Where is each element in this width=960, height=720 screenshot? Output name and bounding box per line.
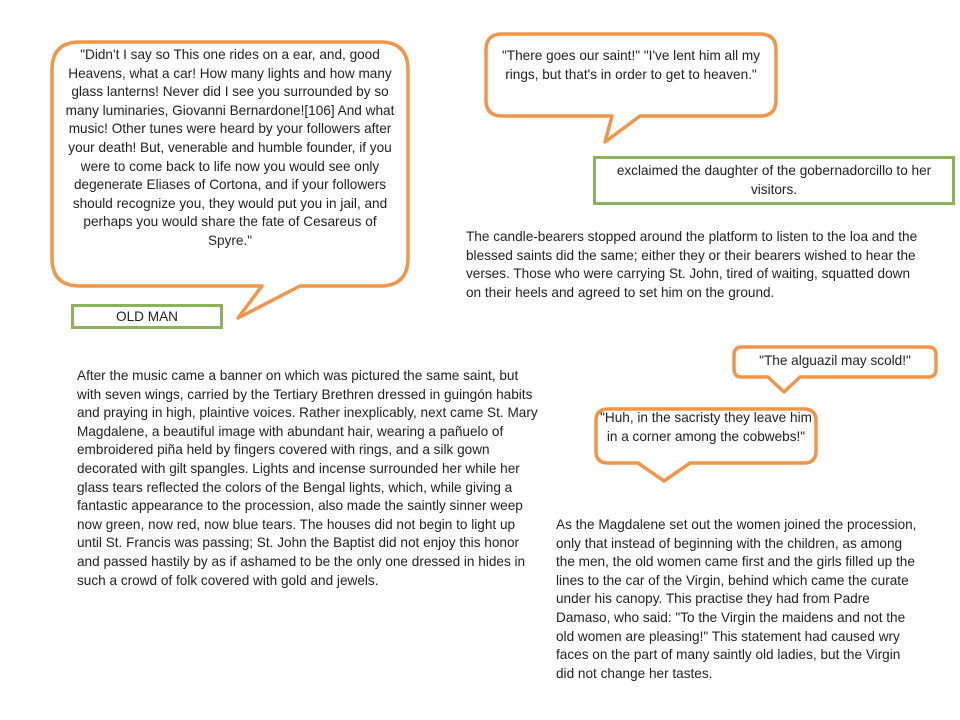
saint-quote-text: "There goes our saint!" "I've lent him all my rings, but that's in order to get to heaven." — [501, 48, 761, 82]
magdalene-paragraph: As the Magdalene set out the women joined the procession, only that instead of beginning with the children, as among the men, the old women came first and the girls filled up the lines to the car of the Virgin, behind which came the curate under his canopy. This practise they had from Padre Damaso, who said: "To the Virgin the maidens and not the old women are pleasing!" This statement had caused wry faces on the part of many saintly old ladies, but the Virgin did not change her tastes. — [556, 517, 917, 681]
alguazil-quote-text: "The alguazil may scold!" — [759, 353, 911, 368]
daughter-label: exclaimed the daughter of the gobernadorcillo to her visitors. — [593, 156, 955, 205]
banner-paragraph: After the music came a banner on which was pictured the same saint, but with seven wings, carried by the Tertiary Brethren dressed in guingón habits and praying in high, plaintive voices. Rather inexplicably, next came St. Mary Magdalene, a beautiful image with abundant hair, wearing a pañuelo of embroidered piña held by fingers covered with rings, and a silk gown decorated with gilt spangles. Lights and incense surrounded her while her glass tears reflected the colors of the Bengal lights, which, while giving a fantastic appearance to the procession, also made the saintly sinner weep now green, now red, now blue tears. The houses did not begin to light up until St. Francis was passing; St. John the Baptist did not enjoy this honor and passed hastily by as if ashamed to be the only one dressed in hides in such a crowd of folk covered with gold and jewels. — [77, 368, 538, 588]
candle-bearers-paragraph: The candle-bearers stopped around the platform to listen to the loa and the blessed saints did the same; either they or their bearers wished to hear the verses. Those who were carrying St. John, tired of waiting, squatted down on their heels and agreed to set him on the ground. — [466, 229, 918, 300]
sacristy-quote-text: "Huh, in the sacristy they leave him in a corner among the cobwebs!" — [600, 410, 812, 444]
old-man-label: OLD MAN — [71, 304, 223, 329]
old-man-quote-text: "Didn't I say so This one rides on a ear, and, good Heavens, what a car! How many lights and how many glass lanterns! Never did I see you surrounded by so many luminaries, Giovanni Bernardone![106] And what music! Other tunes were heard by your followers after your death! But, venerable and humble founder, if you were to come back to life now you would see only degenerate Eliases of Cortona, and if your followers should recognize you, they would put you in jail, and perhaps you would share the fate of Cesareus of Spyre." — [65, 47, 395, 248]
